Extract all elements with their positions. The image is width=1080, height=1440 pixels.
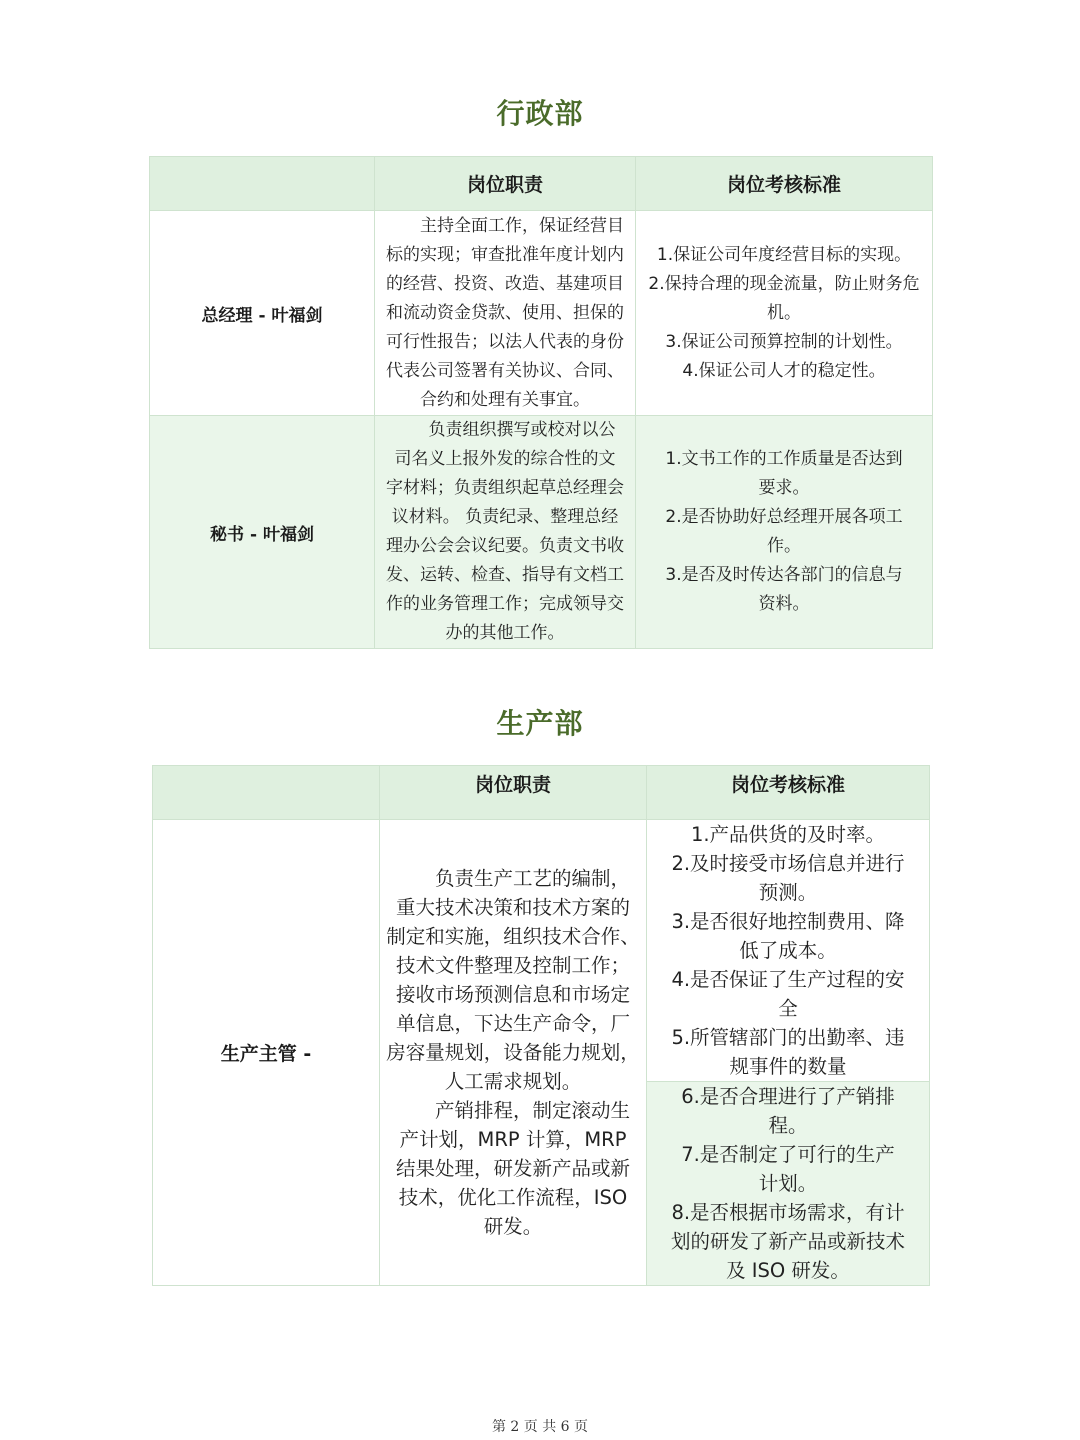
header-duties: 岗位职责 [375, 157, 636, 211]
header-blank-cell [150, 157, 375, 211]
criteria-secretary: 1.文书工作的工作质量是否达到 要求。 2.是否协助好总经理开展各项工 作。 3.是否及时传达各部门的信息与 资料。 [665, 449, 903, 614]
duties-general-manager: 主持全面工作，保证经营目 标的实现；审查批准年度计划内 的经营、投资、改造、基建项目 和流动资金贷款、使用、担保的 可行性报告；以法人代表的身份 代表公司签署有关协议、合同、 合约和处理有关事宜。 [386, 215, 624, 410]
criteria-production-part2: 6.是否合理进行了产销排 程。 7.是否制定了可行的生产 计划。 8.是否根据市场需求，有计 划的研发了新产品或新技术 及 ISO 研发。 [670, 1085, 905, 1282]
section-title-production: 生产部 [496, 707, 584, 740]
duties-secretary: 负责组织撰写或校对以公 司名义上报外发的综合性的文 字材料；负责组织起草总经理会 议材料。 负责纪录、整理总经 理办公会会议纪要。负责文书收 发、运转、检查、指导有文档工 作的业务管理工作；完成领导交 办的其他工作。 [386, 420, 624, 643]
table-row [150, 211, 933, 416]
header-criteria: 岗位考核标准 [636, 157, 933, 211]
table-header-row [153, 766, 930, 820]
page-number-footer: 第 2 页 共 6 页 [491, 1419, 589, 1435]
section-title-admin: 行政部 [496, 97, 584, 130]
table-row [150, 416, 933, 649]
criteria-production-part1: 1.产品供货的及时率。 2.及时接受市场信息并进行 预测。 3.是否很好地控制费用、降 低了成本。 4.是否保证了生产过程的安 全 5.所管辖部门的出勤率、违 规事件的数量 [671, 823, 905, 1078]
criteria-general-manager: 1.保证公司年度经营目标的实现。 2.保持合理的现金流量，防止财务危 机。 3.保证公司预算控制的计划性。 4.保证公司人才的稳定性。 [648, 244, 920, 381]
role-production-supervisor: 生产主管 - [153, 820, 380, 1286]
admin-table [149, 156, 933, 649]
production-table [152, 765, 930, 1286]
table-header-row [150, 157, 933, 211]
role-secretary: 秘书 - 叶福剑 [150, 416, 375, 649]
table-row [153, 820, 930, 1082]
header-criteria: 岗位考核标准 [647, 766, 930, 820]
role-general-manager: 总经理 - 叶福剑 [150, 211, 375, 416]
header-blank-cell [153, 766, 380, 820]
duties-production-supervisor: 负责生产工艺的编制， 重大技术决策和技术方案的 制定和实施，组织技术合作、 技术文件整理及控制工作； 接收市场预测信息和市场定 单信息，下达生产命令，厂 房容量规划，设备能力规划， 人工需求规划。 产销排程，制定滚动生 产计划，MRP 计算，MRP 结果处理，研发新产品或新 技术，优化工作流程，ISO 研发。 [386, 867, 640, 1238]
header-duties: 岗位职责 [380, 766, 647, 820]
